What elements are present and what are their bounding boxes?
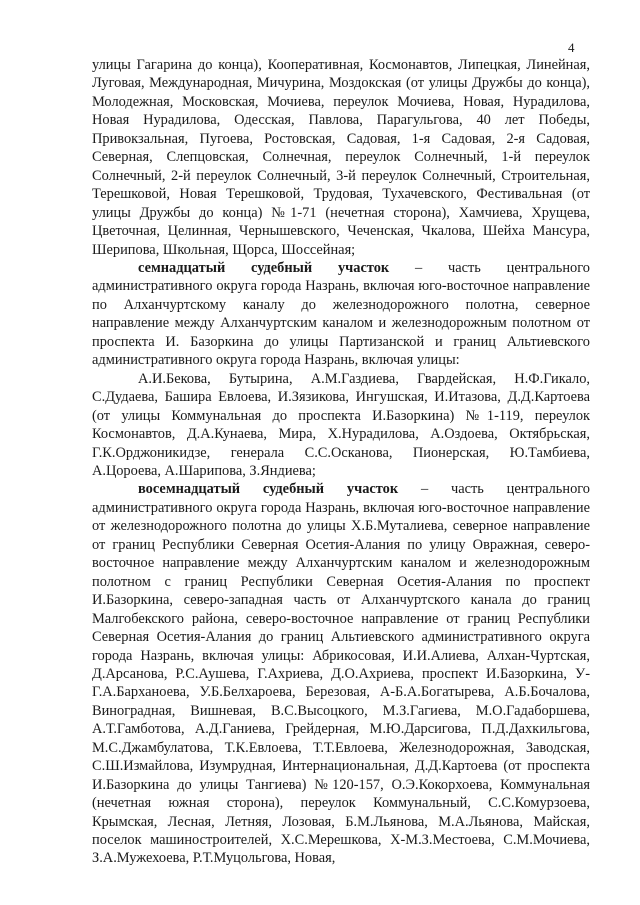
section-heading-eighteenth-district: восемнадцатый судебный участок — [138, 481, 399, 498]
page-number: 4 — [568, 40, 575, 55]
section-text-eighteenth-district: – часть центрального административного округа города Назрань, включая юго-восточное направление от железнодорожного полотна до улицы Х.Б.Муталиева, северное направление от границ Республики Северная Осетия-Алания по улицу Овражная, северо-восточное направление между Алханчуртским каналом и железнодорожным полотном с границ Республики Северная Осетия-Алания по проспект И.Базоркина, северо-западная часть от Алханчуртского канала до границ Малгобекского района, северо-восточное направление от границ Республики Северная Осетия-Алания до границ Альтиевского административного округа города Назрань, включая улицы: Абрикосовая, И.И.Алиева, Алхан-Чуртская, Д.Арсанова, Р.С.Аушева, Г.Ахриева, Д.О.Ахриева, проспект И.Базоркина, У-Г.А.Барханоева, У.Б.Белхароева, Березовая, А-Б.А.Богатырева, А.Б.Бочалова, Виноградная, Вишневая, В.С.Высоцкого, М.З.Гагиева, М.О.Гадаборшева, А.Т.Гамботова, А.Д.Ганиева, Грейдерная, М.Ю.Дарсигова, П.Д.Дахкильгова, М.С.Джамбулатова, Т.К.Евлоева, Т.Т.Евлоева, Железнодорожная, Заводская, С.Ш.Измайлова, Изумрудная, Интернациональная, Д.Д.Картоева (от проспекта И.Базоркина до улицы Тангиева) №120-157, О.Э.Кокорхоева, Коммунальная (нечетная южная сторона), переулок Коммунальный, С.С.Комурзоева, Крымская, Лесная, Летняя, Лозовая, Б.М.Льянова, М.А.Льянова, Майская, поселок машиностроителей, Х.С.Мерешкова, Х-М.З.Местоева, С.М.Мочиева, З.А.Мужехоева, Р.Т.Муцольгова, Новая, — [92, 481, 590, 867]
section-heading-seventeenth-district: семнадцатый судебный участок — [138, 259, 390, 276]
paragraph-street-list-continued: улицы Гагарина до конца), Кооперативная, Космонавтов, Липецкая, Линейная, Луговая, Международная, Мичурина, Моздокская (от улицы Дружбы до конца), Молодежная, Московская, Мочиева, переулок Мочиева, Новая, Нурадилова, Новая Нурадилова, Одесская, Павлова, Парагульгова, 40 лет Победы, Привокзальная, Пугоева, Ростовская, Садовая, 1-я Садовая, 2-я Садовая, Северная, Слепцовская, Солнечная, переулок Солнечный, 1-й переулок Солнечный, 2-й переулок Солнечный, 3-й переулок Солнечный, Строительная, Терешковой, Новая Терешковой, Трудовая, Тухачевского, Фестивальная (от улицы Дружбы до конца) №1-71 (нечетная сторона), Хамчиева, Хрущева, Цветочная, Целинная, Чернышевского, Чеченская, Чкалова, Шейха Мансура, Шерипова, Школьная, Щорса, Шоссейная; — [92, 57, 590, 258]
paragraph-seventeenth-streets: А.И.Бекова, Бутырина, А.М.Газдиева, Гвардейская, Н.Ф.Гикало, С.Дудаева, Башира Евлоева, И.Зязикова, Ингушская, И.Итазова, Д.Д.Картоева (от улицы Коммунальная до проспекта И.Базоркина) №1-119, переулок Космонавтов, Д.А.Кунаева, Мира, Х.Нурадилова, А.Оздоева, Октябрьская, Г.К.Орджоникидзе, генерала С.С.Осканова, Пионерская, Ю.Тамбиева, А.Цороева, А.Шарипова, З.Яндиева; — [92, 370, 590, 479]
paragraph-eighteenth-district — [92, 480, 590, 868]
section-text-seventeenth-district: – часть центрального административного округа города Назрань, включая юго-восточное направление по Алханчуртскому каналу до железнодорожного полотна, северное направление между Алханчуртским каналом и железнодорожным полотном от проспекта И. Базоркина до улицы Партизанской и границ Альтиевского административного округа города Назрань, включая улицы: — [92, 259, 590, 369]
paragraph-seventeenth-district — [92, 259, 590, 370]
document-body — [92, 56, 590, 868]
